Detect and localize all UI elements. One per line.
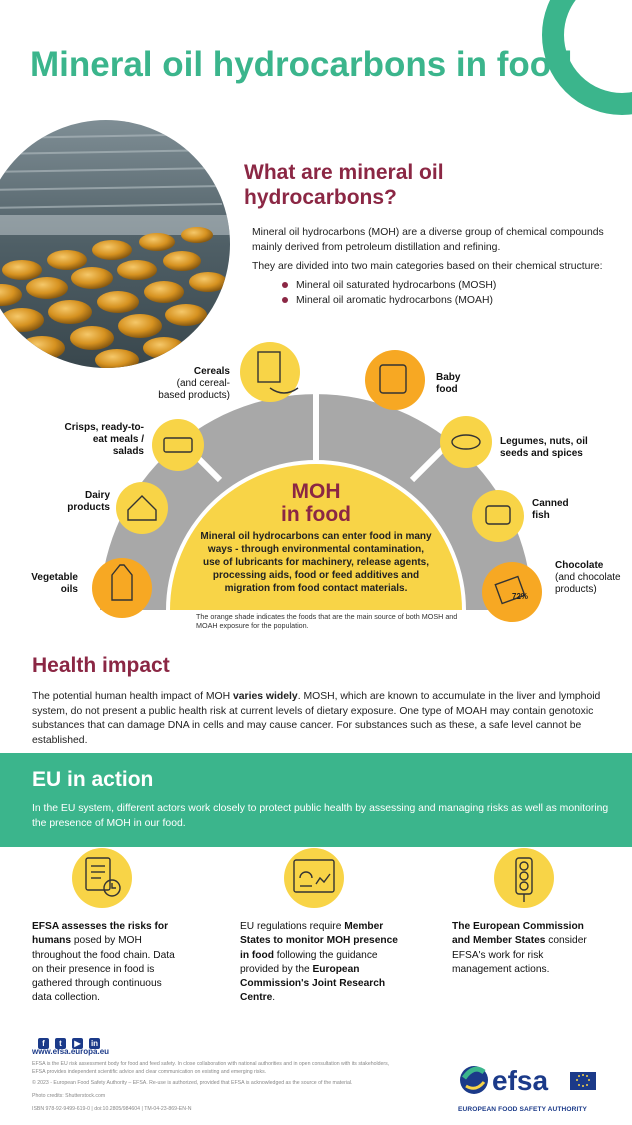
health-text: The potential human health impact of MOH varies widely. MOSH, which are known to accumulate in the liver and lymphoid system, do not present a public health risk at current levels of dietary exposure. One type of MOAH may contain genotoxic substances that can damage DNA in cells and may cause cancer. For substances such as these, a safe level cannot be established. bbox=[32, 691, 601, 746]
label-cereals: Cereals (and cereal-based products) bbox=[158, 366, 230, 401]
efsa-about: EFSA is the EU risk assessment body for food and feed safety. In close collaboration with national authorities and in open consultation with its stakeholders, EFSA provides independent scientific advice and clear communication on existing and emerging risks. bbox=[32, 1061, 390, 1075]
label-chocolate: Chocolate (and chocolate products) bbox=[555, 560, 621, 595]
health-heading: Health impact bbox=[32, 654, 170, 677]
cereals-circle bbox=[240, 342, 300, 402]
efsa-logo-mark bbox=[458, 1060, 608, 1100]
photo-credits: Photo credits: Shutterstock.com bbox=[32, 1093, 106, 1099]
eu-intro-text: In the EU system, different actors work closely to protect public health by assessing and managing risks as well as monitoring the presence of MOH in our food. bbox=[32, 803, 609, 829]
legumes-circle bbox=[440, 416, 492, 468]
label-dairy: Dairy products bbox=[67, 490, 110, 513]
svg-text:efsa: efsa bbox=[492, 1065, 549, 1096]
bullet-dot bbox=[282, 297, 288, 303]
twitter-icon[interactable]: t bbox=[55, 1038, 66, 1049]
efsa-action-text: EFSA assesses the risks for humans posed by MOH throughout the food chain. Data on their presence in food is gathered through continuous data collection. bbox=[32, 921, 175, 1004]
website-link[interactable]: www.efsa.europa.eu bbox=[32, 1047, 110, 1056]
intro-text-block bbox=[252, 226, 607, 306]
crisps-circle bbox=[152, 419, 204, 471]
dashboard-icon bbox=[284, 848, 344, 908]
label-canned-fish: Canned fish bbox=[532, 498, 569, 521]
efsa-logo-subtitle: EUROPEAN FOOD SAFETY AUTHORITY bbox=[458, 1106, 588, 1113]
label-crisps: Crisps, ready-to-eat meals / salads bbox=[64, 422, 144, 457]
commission-action-text: The European Commission and Member States consider EFSA's work for risk management actions. bbox=[452, 921, 587, 975]
center-description: Mineral oil hydrocarbons can enter food in many ways - through environmental contamination, use of lubricants for machinery, release agents, processing aids, food or feed additives and migration from food contact materials. bbox=[200, 531, 432, 594]
vegetable-oils-circle bbox=[92, 558, 152, 618]
youtube-icon[interactable]: ▶ bbox=[72, 1038, 83, 1049]
chocolate-percentage: 72% bbox=[512, 592, 529, 601]
isbn: ISBN 978-92-9499-619-0 | doi:10.2805/984604 | TM-04-23-869-EN-N bbox=[32, 1106, 192, 1112]
member-states-action-text: EU regulations require Member States to monitor MOH presence in food following the guidance provided by the European Commission's Joint Research Centre. bbox=[240, 921, 398, 1004]
orange-shade-note: The orange shade indicates the foods that are the main source of both MOSH and MOAH exposure for the population. bbox=[196, 612, 458, 631]
baby-food-circle bbox=[365, 350, 425, 410]
intro-paragraph-1: Mineral oil hydrocarbons (MOH) are a diverse group of chemical compounds mainly derived from petroleum distillation and refining. bbox=[252, 227, 604, 253]
linkedin-icon[interactable]: in bbox=[90, 1039, 99, 1048]
clipboard-icon bbox=[72, 848, 132, 908]
traffic-light-icon bbox=[494, 848, 554, 908]
copyright: © 2023 - European Food Safety Authority – EFSA. Re-use is authorized, provided that EFSA is acknowledged as the source of the material. bbox=[32, 1080, 353, 1086]
bullet-mosh: Mineral oil saturated hydrocarbons (MOSH) bbox=[282, 280, 607, 291]
bullet-moah: Mineral oil aromatic hydrocarbons (MOAH) bbox=[282, 295, 607, 306]
decorative-ring bbox=[542, 0, 632, 115]
efsa-logo bbox=[458, 1060, 608, 1113]
intro-heading: What are mineral oil hydrocarbons? bbox=[244, 161, 444, 210]
eu-heading: EU in action bbox=[32, 768, 154, 791]
facebook-icon[interactable]: f bbox=[38, 1038, 49, 1049]
label-vegetable-oils: Vegetable oils bbox=[31, 572, 78, 595]
page-title: Mineral oil hydrocarbons in food bbox=[30, 45, 573, 84]
intro-paragraph-2: They are divided into two main categories based on their chemical structure: bbox=[252, 261, 603, 273]
label-legumes: Legumes, nuts, oil seeds and spices bbox=[500, 436, 588, 459]
center-title: MOH in food bbox=[281, 480, 351, 527]
label-baby-food: Baby food bbox=[436, 372, 461, 395]
bullet-dot bbox=[282, 282, 288, 288]
